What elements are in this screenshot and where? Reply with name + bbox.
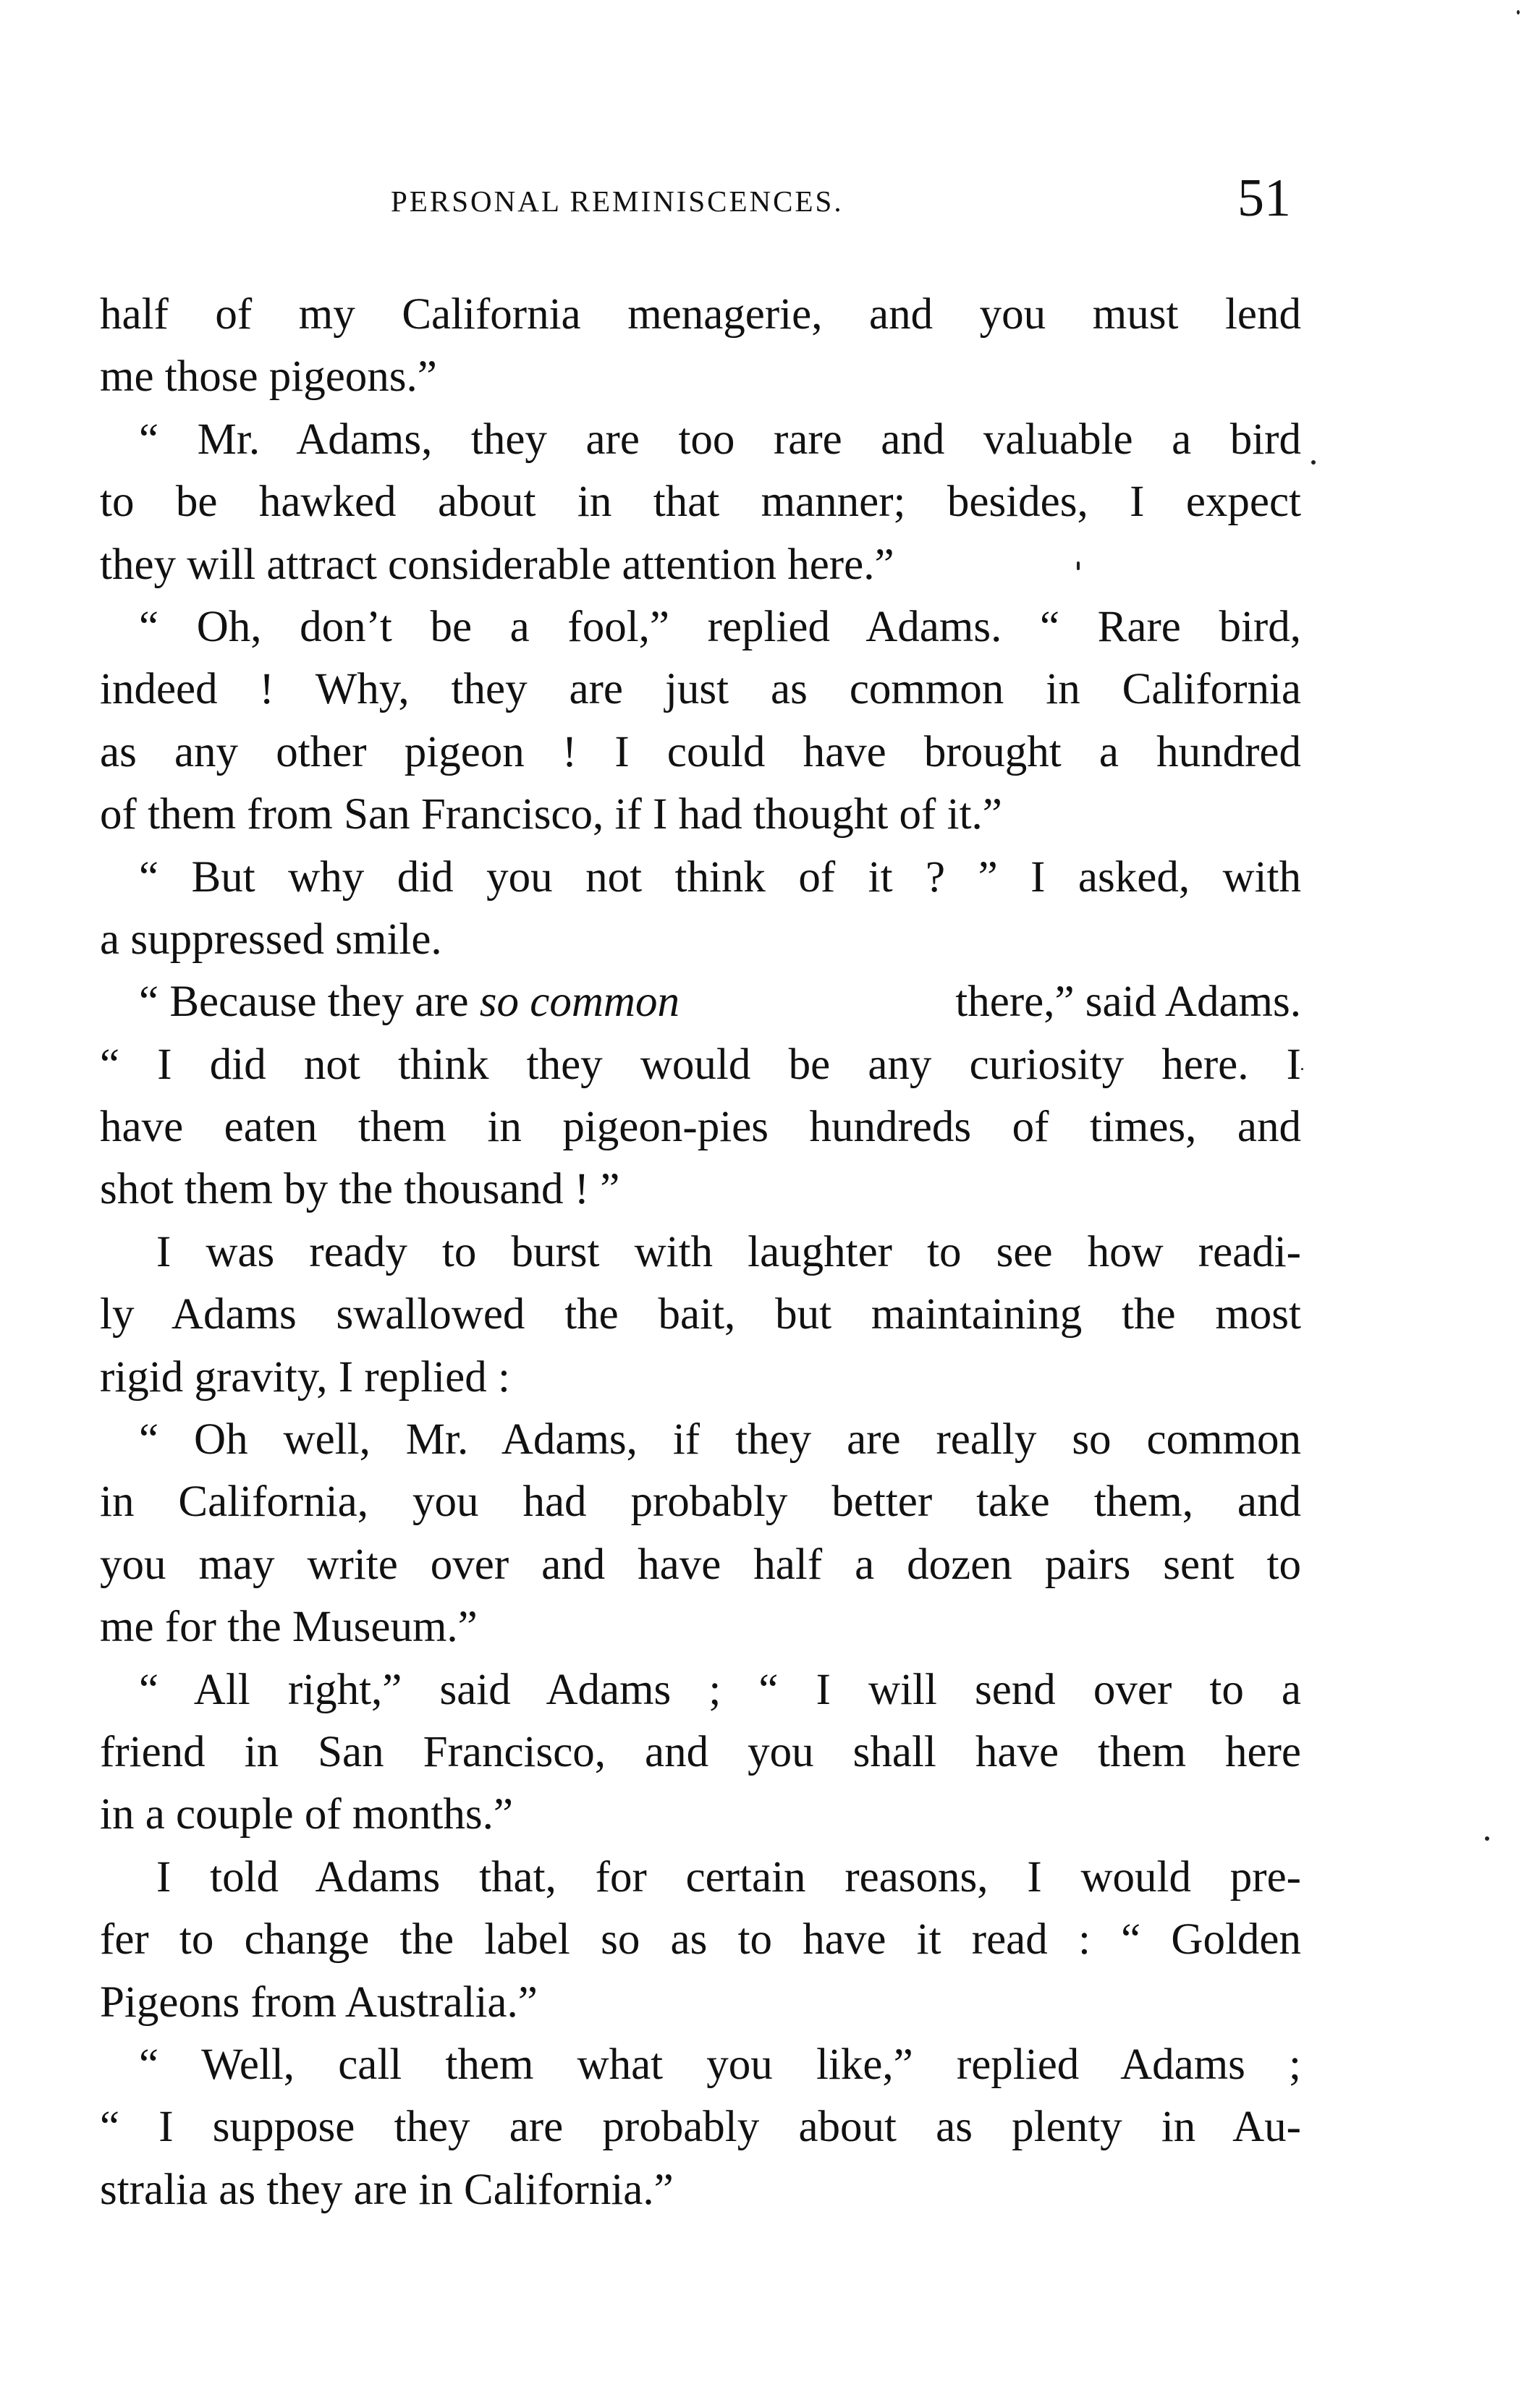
- text-line: half of my California menagerie, and you must lend: [100, 290, 1301, 339]
- text-line: a suppressed smile.: [100, 915, 442, 964]
- text-fragment: “ Because they are: [139, 978, 480, 1027]
- text-line: “ But why did you not think of it ? ” I asked, with: [139, 852, 1301, 902]
- text-line: me for the Museum.”: [100, 1603, 478, 1652]
- page-number: 51: [1237, 169, 1291, 228]
- text-line: I was ready to burst with laughter to see how readi-: [156, 1227, 1301, 1276]
- text-line: “ All right,” said Adams ; “ I will send over to a: [139, 1665, 1301, 1714]
- text-line: in California, you had probably better take them, and: [100, 1478, 1301, 1527]
- ink-speck: [1311, 460, 1316, 465]
- text-line: “ Well, call them what you like,” replied Adams ;: [139, 2040, 1301, 2089]
- running-head: [0, 168, 1291, 233]
- text-line: “ Mr. Adams, they are too rare and valuable a bird: [139, 415, 1301, 464]
- text-line: “ Oh well, Mr. Adams, if they are really so common: [139, 1415, 1301, 1464]
- text-line: “ I did not think they would be any curiosity here. I: [100, 1040, 1301, 1089]
- text-line: indeed ! Why, they are just as common in California: [100, 665, 1301, 714]
- ink-speck: [1517, 10, 1520, 14]
- body-text: [100, 284, 1301, 2221]
- text-fragment: there,” said Adams.: [944, 978, 1301, 1027]
- running-title: PERSONAL REMINISCENCES.: [391, 185, 844, 218]
- ink-speck: [1077, 561, 1080, 570]
- text-line: as any other pigeon ! I could have brought a hundred: [100, 727, 1301, 776]
- ink-speck: [1301, 1068, 1303, 1070]
- text-line: ly Adams swallowed the bait, but maintaining the most: [100, 1290, 1301, 1339]
- text-line: Pigeons from Australia.”: [100, 1977, 538, 2027]
- ink-speck: [1485, 1836, 1489, 1841]
- text-line: in a couple of months.”: [100, 1790, 513, 1839]
- text-line: I told Adams that, for certain reasons, I would pre-: [156, 1852, 1301, 1902]
- text-line: friend in San Francisco, and you shall have them here: [100, 1727, 1301, 1776]
- text-line: of them from San Francisco, if I had thought of it.”: [100, 790, 1002, 839]
- text-line: “ Oh, don’t be a fool,” replied Adams. “ Rare bird,: [139, 602, 1301, 651]
- text-line: me those pigeons.”: [100, 352, 437, 402]
- emphasis-text: so common: [479, 978, 680, 1027]
- text-line: you may write over and have half a dozen pairs sent to: [100, 1540, 1301, 1589]
- text-line: rigid gravity, I replied :: [100, 1352, 510, 1402]
- text-line: have eaten them in pigeon-pies hundreds of times, and: [100, 1103, 1301, 1152]
- text-line: shot them by the thousand ! ”: [100, 1165, 620, 1214]
- text-line: [100, 971, 1301, 1033]
- text-line: stralia as they are in California.”: [100, 2165, 674, 2214]
- text-line: fer to change the label so as to have it read : “ Golden: [100, 1915, 1301, 1964]
- text-line: to be hawked about in that manner; besides, I expect: [100, 478, 1301, 527]
- text-line: “ I suppose they are probably about as plenty in Au-: [100, 2103, 1301, 2152]
- text-line: they will attract considerable attention here.”: [100, 540, 894, 589]
